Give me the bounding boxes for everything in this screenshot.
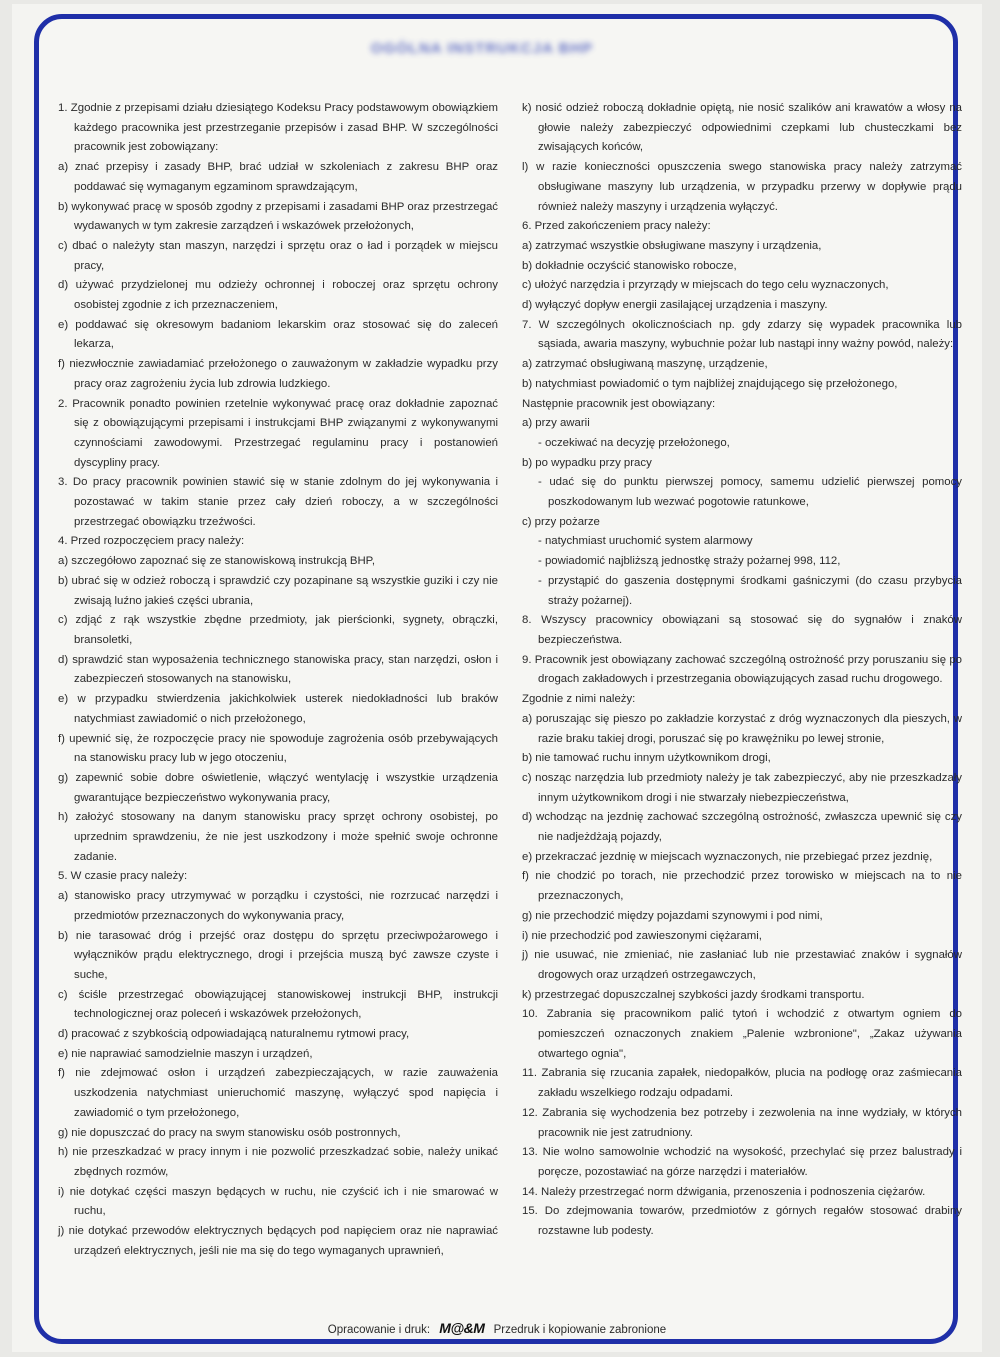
instruction-item: c) dbać o należyty stan maszyn, narzędzi i sprzętu oraz o ład i porządek w miejscu pracy, bbox=[58, 239, 498, 272]
instruction-item: 8. Wszyscy pracownicy obowiązani są stosować się do sygnałów i znaków bezpieczeństwa. bbox=[522, 614, 962, 646]
instruction-item: 11. Zabrania się rzucania zapałek, niedopałków, plucia na podłogę oraz zaśmiecania zakładu wszelkiego rodzaju odpadami. bbox=[522, 1067, 962, 1100]
instruction-item: 12. Zabrania się wychodzenia bez potrzeby i zezwolenia na inne wydziały, w których pracownik nie jest zatrudniony. bbox=[522, 1106, 962, 1139]
instruction-item: 5. W czasie pracy należy: bbox=[58, 870, 188, 883]
instruction-item: f) nie chodzić po torach, nie przechodzić przez torowisko w miejscach na to nie przeznaczonych, bbox=[522, 870, 962, 903]
instruction-item: d) używać przydzielonej mu odzieży ochronnej i roboczej oraz sprzętu ochrony osobistej zgodnie z ich przeznaczeniem, bbox=[58, 279, 498, 312]
instruction-item: b) nie tarasować dróg i przejść oraz dostępu do sprzętu przeciwpożarowego i wyłączników prądu elektrycznego, drogi i przejścia muszą być zawsze czyste i suche, bbox=[58, 929, 498, 981]
left-column bbox=[58, 99, 498, 1261]
instruction-item: b) ubrać się w odzież roboczą i sprawdzić czy pozapinane są wszystkie guziki i czy nie zwisają luźno jakieś części ubrania, bbox=[58, 574, 498, 607]
instruction-item: d) wchodząc na jezdnię zachować szczególną ostrożność, zwłaszcza upewnić się czy nie nadjeżdżają pojazdy, bbox=[522, 811, 962, 844]
footer-prefix: Opracowanie i druk: bbox=[327, 1324, 431, 1336]
instruction-item: - natychmiast uruchomić system alarmowy bbox=[538, 535, 753, 548]
instruction-item: h) nie przeszkadzać w pracy innym i nie pozwolić przeszkadzać sobie, należy unikać zbędnych rozmów, bbox=[58, 1146, 498, 1178]
instruction-item: c) nosząc narzędzia lub przedmioty należy je tak zabezpieczyć, aby nie przeszkadzały innym użytkownikom drogi i nie stwarzały niebezpieczeństwa, bbox=[522, 771, 962, 804]
publisher-logo: M@&M bbox=[439, 1320, 485, 1336]
instruction-item: i) nie przechodzić pod zawieszonymi ciężarami, bbox=[522, 929, 762, 942]
instruction-item: g) nie przechodzić między pojazdami szynowymi i pod nimi, bbox=[522, 909, 823, 922]
instruction-item: d) pracować z szybkością odpowiadającą naturalnemu rytmowi pracy, bbox=[58, 1028, 410, 1041]
instruction-item: k) przestrzegać dopuszczalnej szybkości jazdy środkami transportu. bbox=[522, 988, 865, 1001]
footer-copyright: Przedruk i kopiowanie zabronione bbox=[493, 1324, 667, 1336]
instruction-item: a) poruszając się pieszo po zakładzie korzystać z dróg wyznaczonych dla pieszych, w razie braku takiej drogi, poruszać się po krawężniku po lewej stronie, bbox=[522, 712, 962, 745]
instruction-item: g) nie dopuszczać do pracy na swym stanowisku osób postronnych, bbox=[58, 1126, 401, 1139]
instruction-item: 3. Do pracy pracownik powinien stawić się w stanie zdolnym do jej wykonywania i pozostawać w takim stanie przez cały dzień roboczy, a w szczególności przestrzegać obowiązku trzeźwości. bbox=[58, 476, 498, 528]
instruction-item: 6. Przed zakończeniem pracy należy: bbox=[522, 220, 711, 233]
instruction-item: e) poddawać się okresowym badaniom lekarskim oraz stosować się do zaleceń lekarza, bbox=[58, 318, 498, 351]
instruction-item: 1. Zgodnie z przepisami działu dziesiątego Kodeksu Pracy podstawowym obowiązkiem każdego pracownika jest przestrzeganie przepisów i zasad BHP. W szczególności pracownik jest zobowiązany: bbox=[58, 102, 498, 154]
instruction-item: d) sprawdzić stan wyposażenia technicznego stanowiska pracy, stan narzędzi, osłon i zabezpieczeń stosowanych na stanowisku, bbox=[58, 653, 498, 686]
instruction-item: b) nie tamować ruchu innym użytkownikom drogi, bbox=[522, 752, 771, 765]
instruction-item: c) ściśle przestrzegać obowiązującej stanowiskowej instrukcji BHP, instrukcji technologicznej oraz poleceń i wskazówek przełożonych, bbox=[58, 988, 498, 1021]
instruction-item: g) zapewnić sobie dobre oświetlenie, włączyć wentylację i wszystkie urządzenia gwarantujące bezpieczeństwo wykonywania pracy, bbox=[58, 771, 498, 804]
instruction-item: b) dokładnie oczyścić stanowisko robocze, bbox=[522, 259, 737, 272]
instruction-item: b) natychmiast powiadomić o tym najbliżej znajdującego się przełożonego, bbox=[522, 377, 898, 390]
instruction-item: - oczekiwać na decyzję przełożonego, bbox=[538, 436, 730, 449]
instruction-item: f) upewnić się, że rozpoczęcie pracy nie spowoduje zagrożenia osób przebywających na stanowisku pracy lub w jego otoczeniu, bbox=[58, 732, 498, 765]
instruction-item: f) nie zdejmować osłon i urządzeń zabezpieczających, w razie zauważenia uszkodzenia natychmiast unieruchomić maszynę, wyłączyć spod napięcia i zawiadomić o tym przełożonego, bbox=[58, 1067, 498, 1119]
instruction-item: h) założyć stosowany na danym stanowisku pracy sprzęt ochrony osobistej, po uprzednim sprawdzeniu, że nie jest uszkodzony i może spełnić swoje ochronne zadanie. bbox=[58, 811, 498, 863]
instruction-item: i) nie dotykać części maszyn będących w ruchu, nie czyścić ich i nie smarować w ruchu, bbox=[58, 1185, 498, 1218]
instruction-item: a) zatrzymać obsługiwaną maszynę, urządzenie, bbox=[522, 358, 768, 371]
instruction-item: a) znać przepisy i zasady BHP, brać udział w szkoleniach z zakresu BHP oraz poddawać się wymaganym egzaminom sprawdzającym, bbox=[58, 161, 498, 193]
instruction-item: e) nie naprawiać samodzielnie maszyn i urządzeń, bbox=[58, 1047, 313, 1060]
instruction-item: 2. Pracownik ponadto powinien rzetelnie wykonywać pracę oraz dokładnie zapoznać się z obowiązującymi przepisami i instrukcjami BHP związanymi z wykonywanymi czynnościami zawodowymi. Przestrzegać regulaminu pracy i postanowień dyscypliny pracy. bbox=[58, 397, 498, 469]
instruction-item: - powiadomić najbliższą jednostkę straży pożarnej 998, 112, bbox=[538, 555, 841, 568]
instruction-item: 13. Nie wolno samowolnie wchodzić na wysokość, przechylać się przez balustrady i poręcze, pozostawiać na górze narzędzi i materiałów. bbox=[522, 1146, 962, 1178]
instruction-item: - przystąpić do gaszenia dostępnymi środkami gaśniczymi (do czasu przybycia straży pożarnej). bbox=[538, 574, 962, 607]
instruction-item: l) w razie konieczności opuszczenia swego stanowiska pracy należy zatrzymać obsługiwane maszyny lub urządzenia, w przypadku przerwy w dopływie prądu również należy maszyny i urządzenia wyłączyć. bbox=[522, 161, 962, 213]
instruction-item: Następnie pracownik jest obowiązany: bbox=[522, 397, 716, 410]
instruction-item: Zgodnie z nimi należy: bbox=[522, 693, 636, 706]
instruction-item: 9. Pracownik jest obowiązany zachować szczególną ostrożność przy poruszaniu się po drogach zakładowych i przestrzegania obowiązujących zasad ruchu drogowego. bbox=[522, 653, 962, 686]
instruction-item: a) zatrzymać wszystkie obsługiwane maszyny i urządzenia, bbox=[522, 239, 822, 252]
instruction-item: f) niezwłocznie zawiadamiać przełożonego o zauważonym w zakładzie wypadku przy pracy oraz zagrożeniu życia lub zdrowia ludzkiego. bbox=[58, 358, 498, 390]
instruction-item: d) wyłączyć dopływ energii zasilającej urządzenia i maszyny. bbox=[522, 299, 828, 312]
instruction-item: 4. Przed rozpoczęciem pracy należy: bbox=[58, 535, 245, 548]
instruction-item: c) zdjąć z rąk wszystkie zbędne przedmioty, jak pierścionki, sygnety, obrączki, bransoletki, bbox=[58, 614, 498, 646]
instruction-item: c) przy pożarze bbox=[522, 515, 600, 528]
instruction-item: e) w przypadku stwierdzenia jakichkolwiek usterek niedokładności lub braków natychmiast zawiadomić o nich przełożonego, bbox=[58, 693, 498, 725]
instruction-item: k) nosić odzież roboczą dokładnie opiętą, nie nosić szalików ani krawatów a włosy na głowie należy zabezpieczyć odpowiednimi czepkami lub chusteczkami bez zwisających końców, bbox=[522, 102, 962, 154]
right-column bbox=[522, 99, 962, 1242]
instruction-item: 15. Do zdejmowania towarów, przedmiotów z górnych regałów stosować drabiny rozstawne lub podesty. bbox=[522, 1205, 962, 1238]
instruction-item: 7. W szczególnych okolicznościach np. gdy zdarzy się wypadek pracownika lub sąsiada, awaria maszyny, wybuchnie pożar lub nastąpi inny ważny powód, należy: bbox=[522, 318, 962, 351]
instruction-item: a) stanowisko pracy utrzymywać w porządku i czystości, nie rozrzucać narzędzi i przedmiotów przeznaczonych do wykonywania pracy, bbox=[58, 890, 498, 922]
instruction-item: a) szczegółowo zapoznać się ze stanowiskową instrukcją BHP, bbox=[58, 555, 375, 568]
instruction-item: b) wykonywać pracę w sposób zgodny z przepisami i zasadami BHP oraz przestrzegać wydawanych w tym zakresie zarządzeń i wskazówek przełożonych, bbox=[58, 200, 498, 233]
instruction-item: j) nie usuwać, nie zmieniać, nie zasłaniać lub nie przestawiać znaków i sygnałów drogowych oraz urządzeń ostrzegawczych, bbox=[522, 949, 962, 981]
instruction-item: 10. Zabrania się pracownikom palić tytoń i wchodzić z otwartym ogniem do pomieszczeń oznaczonych znakiem „Palenie wzbronione", „Zakaz używania otwartego ognia", bbox=[522, 1008, 962, 1060]
instruction-item: 14. Należy przestrzegać norm dźwigania, przenoszenia i podnoszenia ciężarów. bbox=[522, 1185, 926, 1198]
instruction-item: e) przekraczać jezdnię w miejscach wyznaczonych, nie przebiegać przez jezdnię, bbox=[522, 850, 933, 863]
instruction-item: b) po wypadku przy pracy bbox=[522, 456, 652, 469]
footer bbox=[12, 1320, 982, 1336]
instruction-item: a) przy awarii bbox=[522, 417, 590, 430]
instruction-sheet bbox=[12, 4, 982, 1352]
instruction-item: - udać się do punktu pierwszej pomocy, samemu udzielić pierwszej pomocy poszkodowanym lub wezwać pogotowie ratunkowe, bbox=[538, 476, 962, 509]
document-title: OGÓLNA INSTRUKCJA BHP bbox=[370, 40, 594, 57]
instruction-item: j) nie dotykać przewodów elektrycznych będących pod napięciem oraz nie naprawiać urządzeń elektrycznych, jeśli nie ma się do tego wymaganych uprawnień, bbox=[58, 1225, 498, 1257]
instruction-item: c) ułożyć narzędzia i przyrządy w miejscach do tego celu wyznaczonych, bbox=[522, 279, 889, 292]
